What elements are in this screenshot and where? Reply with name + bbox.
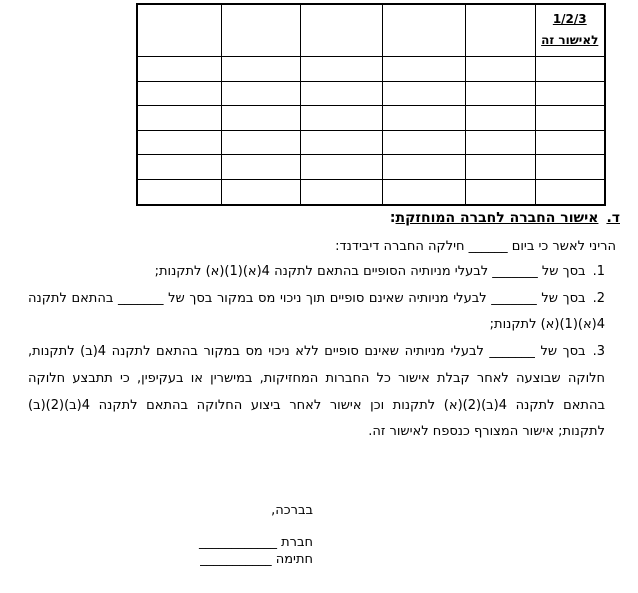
- table-cell: [300, 106, 382, 131]
- table-cell: [535, 57, 605, 82]
- dividend-table: [136, 3, 606, 206]
- table-cell: [221, 4, 300, 57]
- company-label: חברת: [281, 535, 313, 550]
- table-cell: [465, 57, 535, 82]
- header-line-2: לאישור זה: [541, 33, 599, 47]
- table-row: [137, 106, 605, 131]
- table-cell: [535, 130, 605, 155]
- table-cell: [465, 106, 535, 131]
- item-2-number: 2.: [592, 290, 605, 306]
- items-list: [28, 259, 605, 446]
- table-cell: [137, 130, 221, 155]
- closing-line: בברכה,: [271, 503, 313, 518]
- item-3-number: 3.: [592, 344, 605, 360]
- signing-blank: ___________: [200, 551, 272, 567]
- table-cell: [137, 106, 221, 131]
- table-cell: [300, 81, 382, 106]
- table-cell: [300, 130, 382, 155]
- list-item-2: [28, 286, 605, 339]
- table-body: [137, 4, 605, 205]
- table-row: [137, 155, 605, 180]
- item-1-text: בסך של _______ לבעלי מניותיה הסופיים בהתאם לתקנה 4(א)(1)(א) לתקנות;: [154, 264, 586, 279]
- table-cell: [382, 4, 465, 57]
- list-item-1: [28, 259, 605, 286]
- table-cell: [465, 155, 535, 180]
- table-cell: [382, 81, 465, 106]
- table-cell: [221, 179, 300, 204]
- table-row: [137, 130, 605, 155]
- table-cell: [137, 57, 221, 82]
- table-cell: [300, 155, 382, 180]
- table-cell: [137, 4, 221, 57]
- table-cell: [221, 57, 300, 82]
- section-title: אישור החברה לחברה המוחזקת: [395, 210, 599, 226]
- table-row: [137, 179, 605, 204]
- table-cell: [221, 81, 300, 106]
- table-cell: [382, 106, 465, 131]
- intro-line: הריני לאשר כי ביום ______ חילקה החברה דיבידנד:: [335, 239, 616, 254]
- table-cell: [382, 130, 465, 155]
- table-cell: [221, 106, 300, 131]
- table-cell: [300, 57, 382, 82]
- table-cell: [300, 4, 382, 57]
- table-cell: [465, 130, 535, 155]
- table-cell: [465, 81, 535, 106]
- item-2-text: בסך של _______ לבעלי מניותיה שאינם סופיים תוך ניכוי מס במקור בסך של _______ בהתאם לתקנה 4(א)(1)(א) לתקנות;: [28, 290, 605, 333]
- table-cell: [465, 179, 535, 204]
- list-item-3: [28, 339, 605, 446]
- table-cell: [137, 155, 221, 180]
- signature-block: [199, 535, 313, 568]
- signing-label: חתימה: [275, 551, 313, 567]
- company-blank: ____________: [198, 535, 277, 550]
- item-1-number: 1.: [592, 264, 605, 279]
- table-header-row: [137, 4, 605, 57]
- table-header-cell: [535, 4, 605, 57]
- section-heading: [390, 210, 620, 226]
- table-cell: [535, 179, 605, 204]
- table-cell: [465, 4, 535, 57]
- table-cell: [137, 81, 221, 106]
- table-cell: [221, 130, 300, 155]
- table-row: [137, 57, 605, 82]
- section-marker: ד.: [606, 210, 620, 226]
- table-cell: [382, 155, 465, 180]
- item-3-text: בסך של _______ לבעלי מניותיה שאינם סופיים ללא ניכוי מס במקור בהתאם לתקנה 4(ב) לתקנות, חלוקה שבוצעה לאחר קבלת אישור כל החברות המחזיקות, במישרין או בעקיפין, כי תתבצע חלוקה בהתאם לתקנה 4(ב)(2)(א) לתקנות וכן אישור לאחר ביצוע החלוקה בהתאם לתקנה 4(ב)(2)(ב) לתקנות; אישור המצורף כנספח לאישור זה.: [28, 344, 605, 440]
- header-line-1: 1/2/3: [552, 12, 587, 26]
- signing-line: [199, 552, 313, 569]
- section-colon: :: [389, 210, 396, 226]
- table-cell: [382, 57, 465, 82]
- table-cell: [535, 81, 605, 106]
- table-cell: [382, 179, 465, 204]
- table-row: [137, 81, 605, 106]
- table-cell: [535, 155, 605, 180]
- table-cell: [137, 179, 221, 204]
- table-cell: [535, 106, 605, 131]
- table-cell: [300, 179, 382, 204]
- company-line: [199, 535, 313, 552]
- table-cell: [221, 155, 300, 180]
